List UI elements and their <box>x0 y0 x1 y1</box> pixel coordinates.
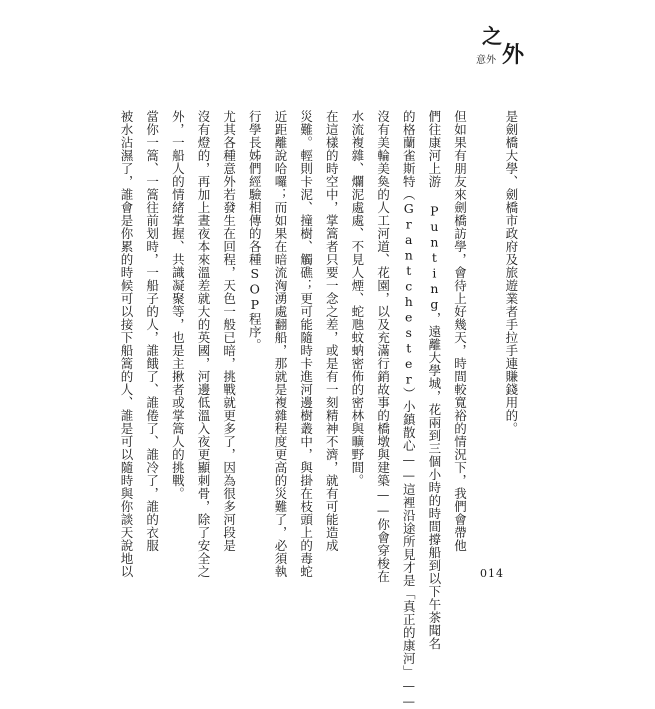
text-column: 但如果有朋友來劍橋訪學，會待上好幾天，時間較寬裕的情況下，我們會帶他 <box>452 110 468 552</box>
text-column: 行學長姊們經驗相傳的各種SOP程序。 <box>247 110 263 352</box>
page-number: 014 <box>480 567 504 580</box>
text-column: 沒有美輪美奐的人工河道、花園，以及充滿行銷故事的橋墩與建築——你會穿梭在 <box>375 110 391 583</box>
text-column: 水流複雜、爛泥處處、不見人煙、蛇虺蚊蚋密佈的密林與曠野間。 <box>349 110 365 487</box>
text-column: 的格蘭雀斯特（Grantchester）小鎮散心——這裡沿途所見才是「真正的康河」—— <box>401 110 417 709</box>
text-column: 們往康河上游 Punting，遠離大學城，花兩到三個小時的時間撐船到以下午茶聞名 <box>426 110 442 650</box>
chapter-header-mark <box>472 24 532 74</box>
header-mark-char-1: 之 <box>482 24 502 48</box>
text-column: 近距離說哈囉；而如果在暗流洶湧處翻船，那就是複雜程度更高的災難了，必須執 <box>272 110 288 578</box>
text-column: 災難。輕則卡泥、撞樹、觸礁；更可能隨時卡進河邊樹叢中，與掛在枝頭上的毒蛇 <box>298 110 314 578</box>
text-column: 尤其各種意外若發生在回程，天色一般已暗，挑戰就更多了，因為很多河段是 <box>221 110 237 552</box>
header-mark-small: 意外 <box>476 55 496 66</box>
text-column: 外，一船人的情緒掌握、共識凝聚等，也是主揪者或掌篙人的挑戰。 <box>170 110 186 500</box>
text-column: 是劍橋大學、劍橋市政府及旅遊業者手拉手連賺錢用的。 <box>503 110 519 435</box>
text-column: 沒有燈的，再加上晝夜本來溫差就大的英國，河邊低溫入夜更顯刺骨，除了安全之 <box>195 110 211 578</box>
text-column: 當你一篙、一篙往前划時，一船子的人，誰餓了、誰倦了、誰冷了，誰的衣服 <box>144 110 160 552</box>
text-column: 在這樣的時空中，掌篙者只要一念之差，或是有一刻精神不濟，就有可能造成 <box>324 110 340 552</box>
header-mark-char-2: 外 <box>502 42 525 68</box>
text-column: 被水沾濕了，誰會是你累的時候可以接下船篙的人、誰是可以隨時與你談天說地以 <box>119 110 134 578</box>
